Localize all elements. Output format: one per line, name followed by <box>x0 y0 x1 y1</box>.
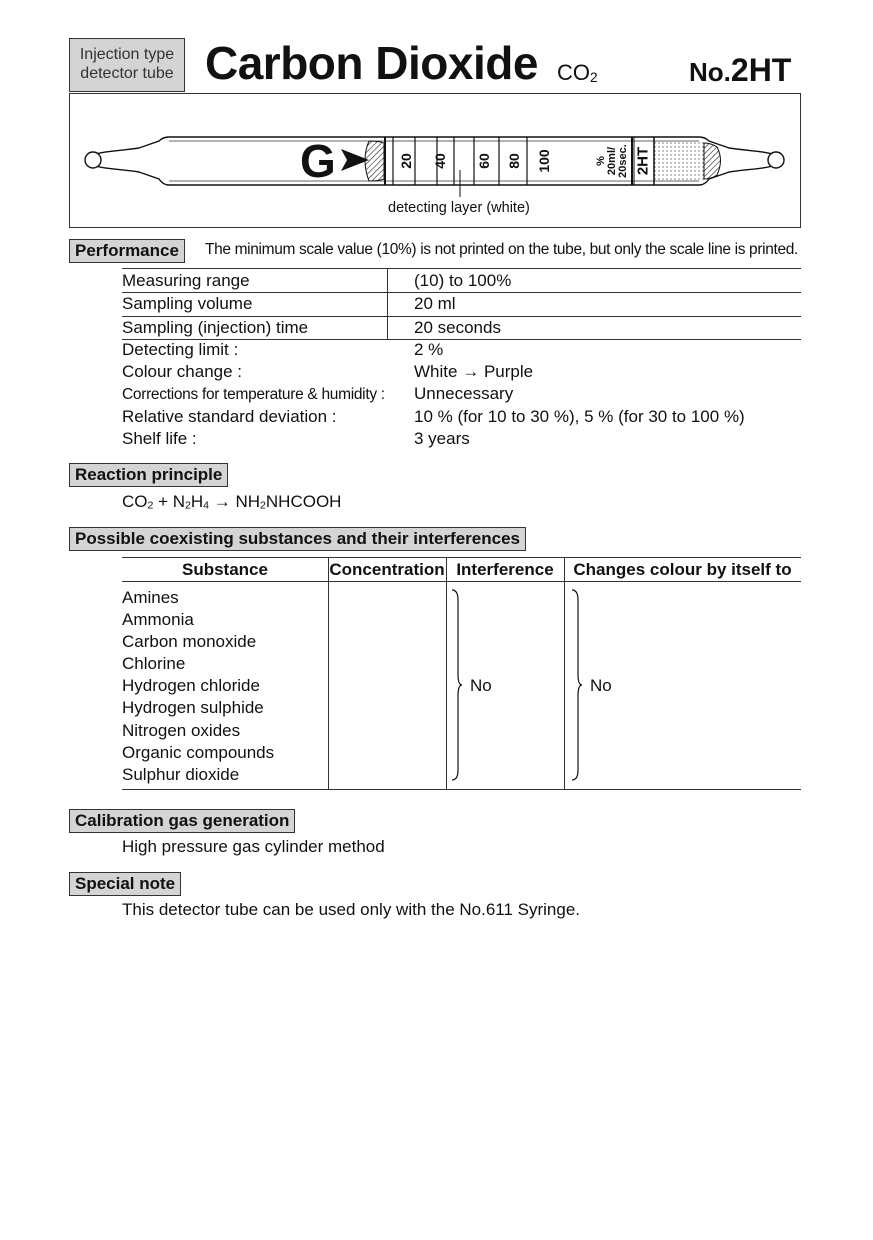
substance-item: Hydrogen sulphide <box>122 698 264 717</box>
interference-table-header-line <box>122 581 801 582</box>
interference-table-top <box>122 557 801 558</box>
colour-change-value <box>414 362 533 382</box>
tube-type-line1: Injection type <box>79 46 175 63</box>
chemical-formula <box>557 60 598 86</box>
interference-col-divider-1 <box>328 557 329 789</box>
substance-item: Carbon monoxide <box>122 632 257 651</box>
scale-label-80: 80 <box>506 153 522 169</box>
substance-item: Sulphur dioxide <box>122 765 240 784</box>
brand-logo: G <box>300 135 336 187</box>
interference-table-bottom <box>122 789 801 790</box>
calibration-text: High pressure gas cylinder method <box>122 837 385 856</box>
eq-part-5: NHCOOH <box>265 492 342 511</box>
substance-item: Amines <box>122 588 179 607</box>
eq-sub-3: 4 <box>203 499 210 512</box>
scale-label-60: 60 <box>476 153 492 169</box>
detecting-limit-value: 2 % <box>414 340 444 359</box>
table-line-1 <box>122 292 801 293</box>
sampling-volume-label: Sampling volume <box>122 294 253 313</box>
dotted-layer <box>654 141 704 181</box>
changes-colour-brace-icon <box>570 588 584 782</box>
substance-item: Hydrogen chloride <box>122 676 260 695</box>
col-header-substance: Substance <box>182 560 268 579</box>
corrections-value: Unnecessary <box>414 384 514 403</box>
sampling-volume-value: 20 ml <box>414 294 456 313</box>
interference-value: No <box>470 676 492 695</box>
product-number <box>689 52 791 89</box>
interference-col-divider-3 <box>564 557 565 789</box>
unit-label-percent: % <box>595 156 607 166</box>
left-plug <box>365 141 384 181</box>
substance-item: Nitrogen oxides <box>122 721 241 740</box>
rsd-value: 10 % (for 10 to 30 %), 5 % (for 30 to 100 %) <box>414 407 745 426</box>
eq-sub-2: 2 <box>185 499 191 512</box>
performance-note: The minimum scale value (10%) is not printed on the tube, but only the scale line is printed. <box>205 241 798 258</box>
interferences-heading: Possible coexisting substances and their interferences <box>69 527 526 551</box>
table-divider <box>387 268 388 339</box>
special-note-text: This detector tube can be used only with the No.611 Syringe. <box>122 900 581 919</box>
substance-item: Organic compounds <box>122 743 275 762</box>
eq-sub-4: 2 <box>260 499 266 512</box>
product-number-prefix: No. <box>689 57 731 87</box>
eq-sub-1: 2 <box>147 499 154 512</box>
reaction-equation <box>122 492 341 512</box>
colour-change-label: Colour change : <box>122 362 243 381</box>
corrections-label: Corrections for temperature & humidity : <box>122 386 385 403</box>
eq-part-4: NH <box>235 492 261 511</box>
page-title: Carbon Dioxide <box>205 37 538 89</box>
tube-type-label <box>69 38 185 92</box>
tube-right-tip <box>768 152 784 168</box>
eq-part-1: CO <box>122 492 148 511</box>
col-header-interference: Interference <box>456 560 554 579</box>
eq-part-3: H <box>190 492 204 511</box>
right-plug <box>704 143 721 179</box>
table-line-2 <box>122 316 801 317</box>
shelf-life-value: 3 years <box>414 429 470 448</box>
substance-item: Ammonia <box>122 610 194 629</box>
special-note-heading: Special note <box>69 872 181 896</box>
tube-type-line2: detector tube <box>80 65 174 82</box>
calibration-heading: Calibration gas generation <box>69 809 295 833</box>
rsd-label: Relative standard deviation : <box>122 407 337 426</box>
unit-label-volume: 20ml/ <box>606 146 618 176</box>
formula-base: CO <box>557 60 590 85</box>
scale-label-100: 100 <box>536 149 552 173</box>
shelf-life-label: Shelf life : <box>122 429 197 448</box>
detecting-limit-label: Detecting limit : <box>122 340 239 359</box>
col-header-changes-colour: Changes colour by itself to <box>573 560 792 579</box>
colour-to: Purple <box>483 362 534 381</box>
substance-item: Chlorine <box>122 654 186 673</box>
changes-colour-value: No <box>590 676 612 695</box>
interference-col-divider-2 <box>446 557 447 789</box>
table-line-top <box>122 268 801 269</box>
reaction-principle-heading: Reaction principle <box>69 463 228 487</box>
product-number-code: 2HT <box>730 52 792 88</box>
interference-brace-icon <box>450 588 464 782</box>
sampling-time-value: 20 seconds <box>414 318 501 337</box>
formula-subscript: 2 <box>590 70 598 86</box>
performance-heading: Performance <box>69 239 185 263</box>
measuring-range-value: (10) to 100% <box>414 271 512 290</box>
eq-part-2: + N <box>153 492 186 511</box>
sampling-time-label: Sampling (injection) time <box>122 318 309 337</box>
col-header-concentration: Concentration <box>329 560 445 579</box>
eq-arrow: → <box>209 492 236 511</box>
tube-code-label: 2HT <box>634 146 652 176</box>
scale-label-20: 20 <box>398 153 414 169</box>
unit-label-time: 20sec. <box>617 144 629 178</box>
detecting-layer-caption: detecting layer (white) <box>388 200 530 216</box>
tube-left-tip <box>85 152 101 168</box>
colour-from: White <box>414 362 458 381</box>
arrow-icon: → <box>462 362 480 381</box>
scale-label-40: 40 <box>432 153 448 169</box>
measuring-range-label: Measuring range <box>122 271 250 290</box>
